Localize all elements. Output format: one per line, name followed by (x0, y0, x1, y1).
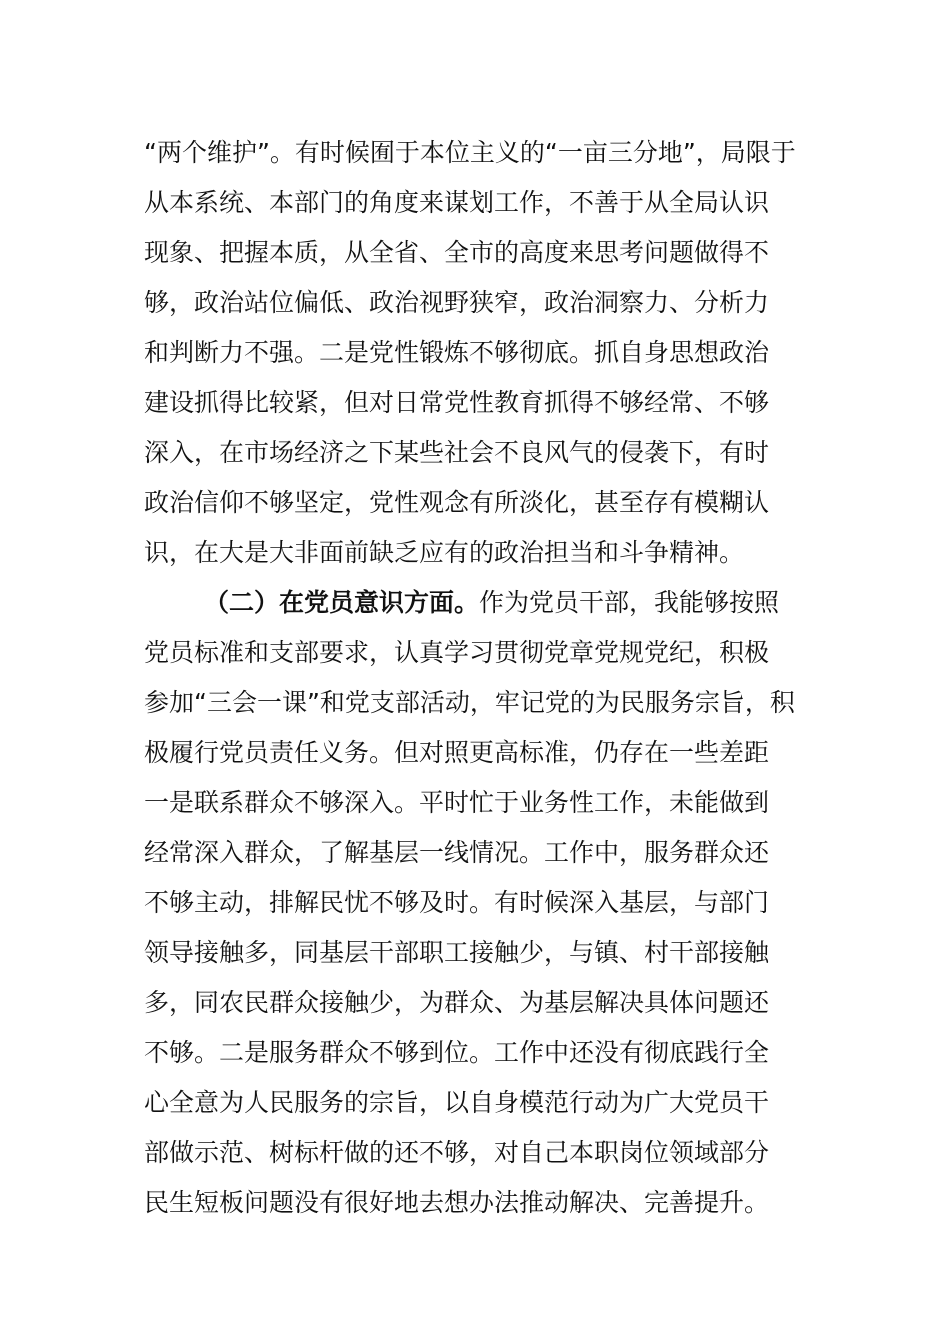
paragraph2-line: 不够主动，排解民忧不够及时。有时候深入基层，与部门 (144, 888, 770, 917)
paragraph2-line: 经常深入群众，了解基层一线情况。工作中，服务群众还 (144, 838, 770, 867)
paragraph1-line: 从本系统、本部门的角度来谋划工作，不善于从全局认识 (144, 188, 770, 217)
paragraph2-line: 领导接触多，同基层干部职工接触少，与镇、村干部接触 (144, 938, 770, 967)
paragraph1-line: “两个维护”。有时候囿于本位主义的“一亩三分地”，局限于 (144, 138, 796, 167)
paragraph1-line: 现象、把握本质，从全省、全市的高度来思考问题做得不 (144, 238, 770, 267)
paragraph2-first-line (144, 578, 812, 628)
paragraph2-line: 民生短板问题没有很好地去想办法推动解决、完善提升。 (144, 1188, 770, 1217)
paragraph1-line: 和判断力不强。二是党性锻炼不够彻底。抓自身思想政治 (144, 338, 770, 367)
paragraph2-line: 不够。二是服务群众不够到位。工作中还没有彻底践行全 (144, 1038, 770, 1067)
section-heading: （二）在党员意识方面。 (204, 588, 480, 617)
paragraph2-line: 心全意为人民服务的宗旨，以自身模范行动为广大党员干 (144, 1088, 770, 1117)
paragraph1-line: 够，政治站位偏低、政治视野狭窄，政治洞察力、分析力 (144, 288, 770, 317)
paragraph1-line: 识，在大是大非面前缺乏应有的政治担当和斗争精神。 (144, 538, 745, 567)
paragraph2-line: 参加“三会一课”和党支部活动，牢记党的为民服务宗旨，积 (144, 688, 795, 717)
paragraph2-line: 党员标准和支部要求，认真学习贯彻党章党规党纪，积极 (144, 638, 770, 667)
paragraph1-line: 政治信仰不够坚定，党性观念有所淡化，甚至存有模糊认 (144, 488, 770, 517)
paragraph2-line: 作为党员干部，我能够按照 (479, 588, 780, 617)
paragraph2-line: 多，同农民群众接触少，为群众、为基层解决具体问题还 (144, 988, 770, 1017)
paragraph1-line: 建设抓得比较紧，但对日常党性教育抓得不够经常、不够 (144, 388, 770, 417)
body-text (144, 128, 812, 1228)
paragraph2-line: 部做示范、树标杆做的还不够，对自己本职岗位领域部分 (144, 1138, 770, 1167)
paragraph2-line: 一是联系群众不够深入。平时忙于业务性工作，未能做到 (144, 788, 770, 817)
paragraph1-line: 深入，在市场经济之下某些社会不良风气的侵袭下，有时 (144, 438, 770, 467)
paragraph2-line: 极履行党员责任义务。但对照更高标准，仍存在一些差距 (144, 738, 770, 767)
